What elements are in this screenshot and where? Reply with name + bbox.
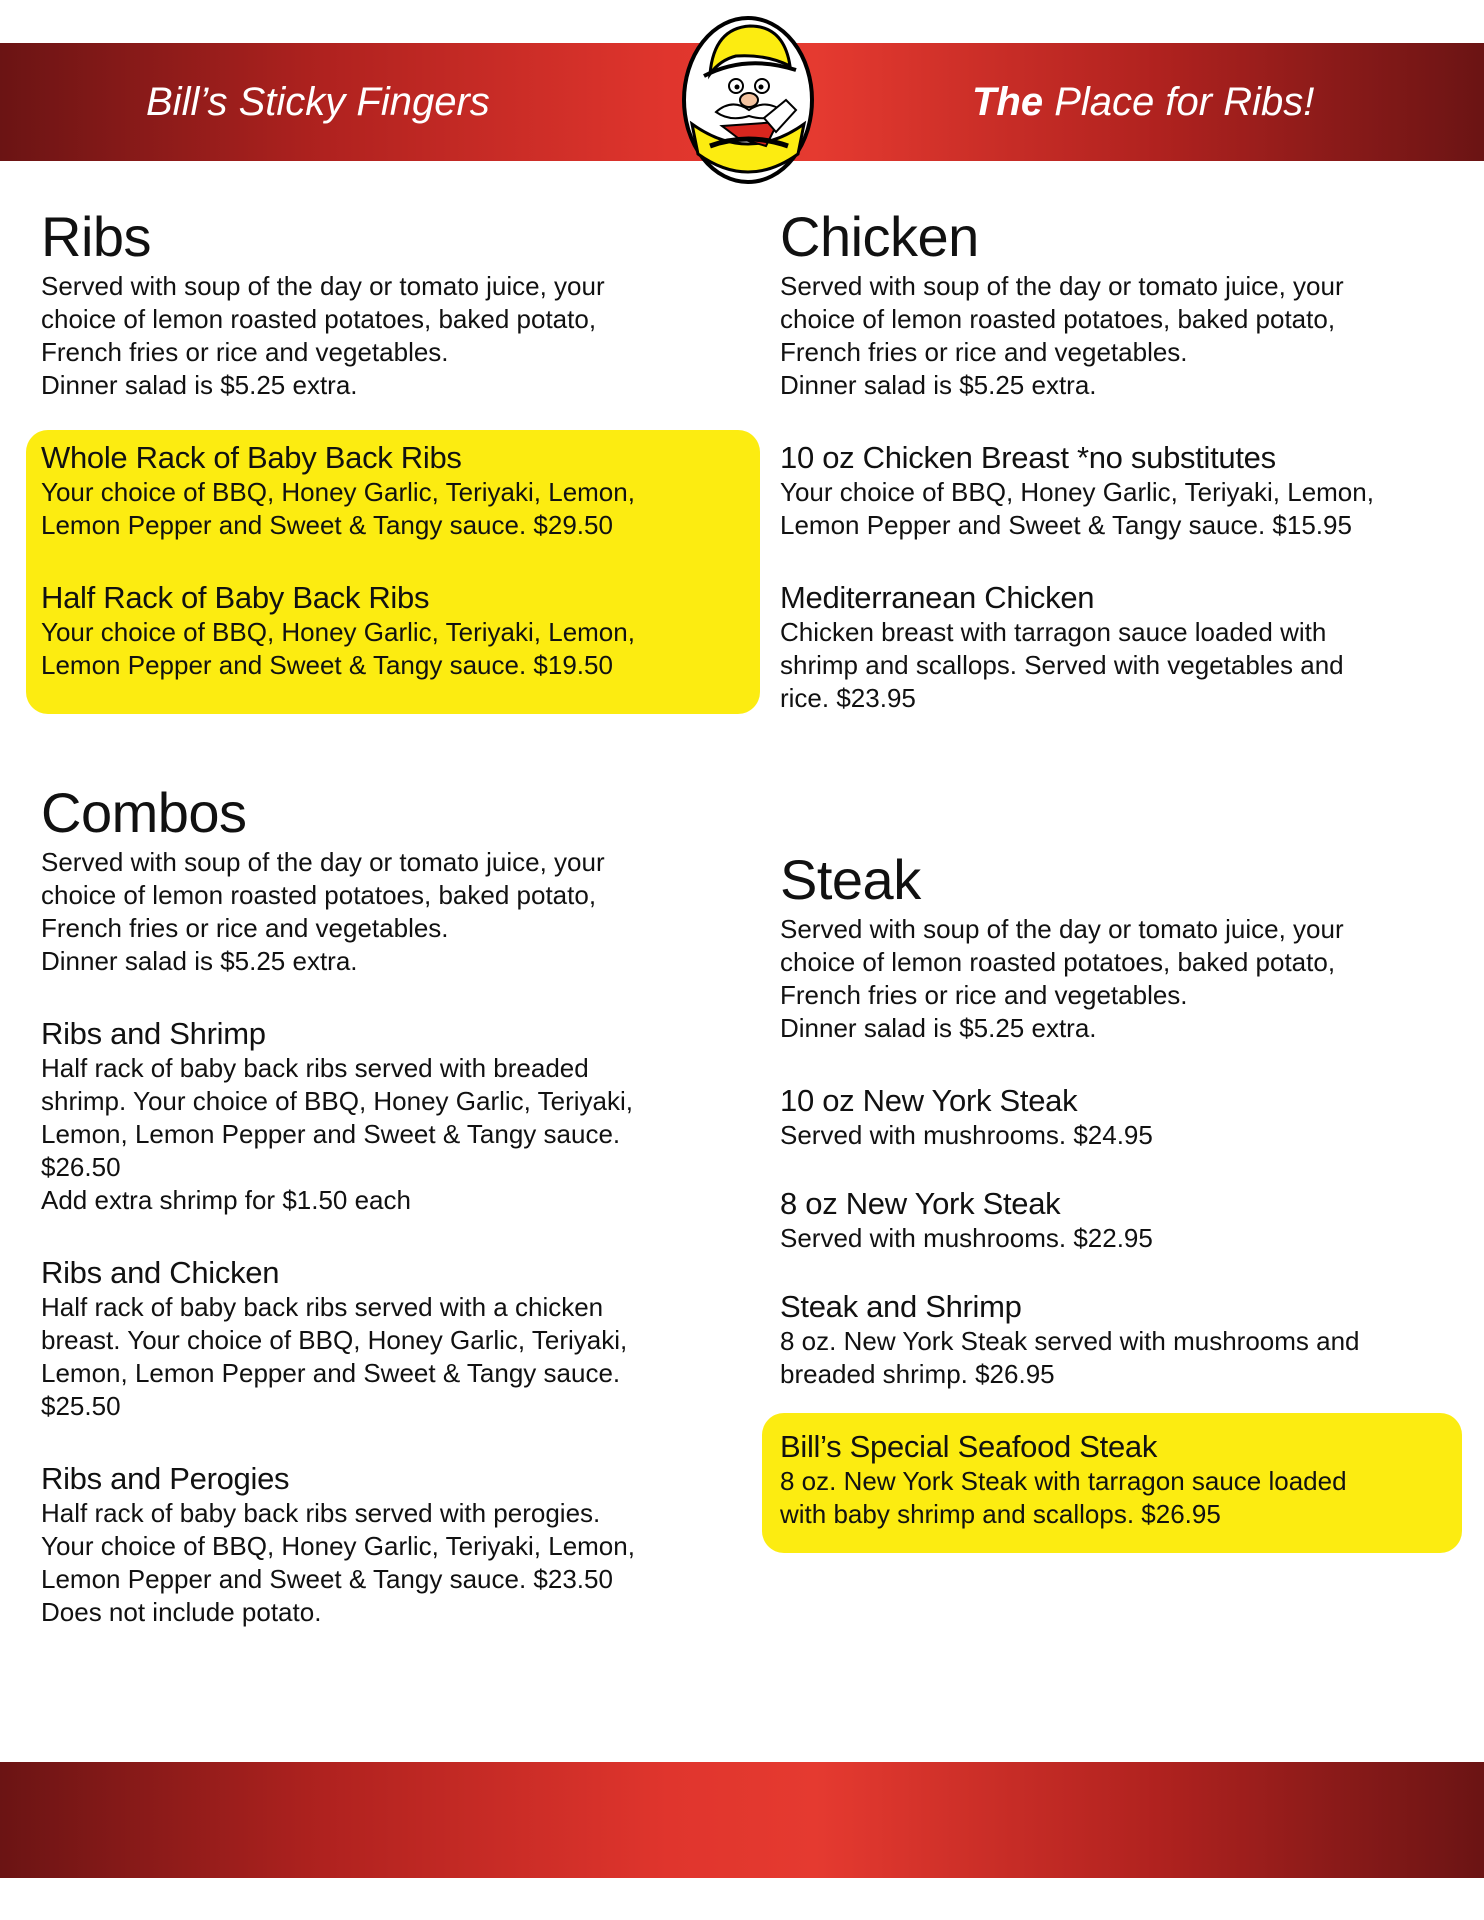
section-description: Served with soup of the day or tomato juice, your choice of lemon roasted potatoes, baked potato, French fries or rice and vegetables. Dinner salad is $5.25 extra. xyxy=(41,847,605,976)
section-title: Steak xyxy=(780,848,921,911)
menu-item xyxy=(780,580,1480,715)
section-title: Ribs xyxy=(41,205,152,268)
menu-item xyxy=(41,1016,741,1217)
section-description: Served with soup of the day or tomato juice, your choice of lemon roasted potatoes, baked potato, French fries or rice and vegetables. Dinner salad is $5.25 extra. xyxy=(780,271,1344,400)
section-title: Combos xyxy=(41,781,247,844)
item-name: 10 oz Chicken Breast *no substitutes xyxy=(780,440,1276,475)
section-chicken xyxy=(780,204,1480,715)
mascot-logo xyxy=(680,14,816,186)
item-name: Half Rack of Baby Back Ribs xyxy=(41,580,430,615)
section-description: Served with soup of the day or tomato juice, your choice of lemon roasted potatoes, baked potato, French fries or rice and vegetables. Dinner salad is $5.25 extra. xyxy=(41,271,605,400)
item-name: Mediterranean Chicken xyxy=(780,580,1095,615)
item-name: 8 oz New York Steak xyxy=(780,1186,1061,1221)
item-description: Served with mushrooms. $22.95 xyxy=(780,1223,1153,1253)
item-description: Half rack of baby back ribs served with a chicken breast. Your choice of BBQ, Honey Garlic, Teriyaki, Lemon, Lemon Pepper and Sweet & Tangy sauce. $25.50 xyxy=(41,1292,628,1421)
footer-band xyxy=(0,1762,1484,1878)
menu-item xyxy=(41,580,741,682)
item-description: Your choice of BBQ, Honey Garlic, Teriyaki, Lemon, Lemon Pepper and Sweet & Tangy sauce. $19.50 xyxy=(41,617,635,680)
menu-item xyxy=(41,1255,741,1423)
item-description: Served with mushrooms. $24.95 xyxy=(780,1120,1153,1150)
menu-item xyxy=(780,440,1480,542)
item-description: 8 oz. New York Steak with tarragon sauce loaded with baby shrimp and scallops. $26.95 xyxy=(780,1466,1347,1529)
item-name: Bill’s Special Seafood Steak xyxy=(780,1429,1158,1464)
tagline-rest: Place for Ribs! xyxy=(1043,80,1315,124)
menu-item xyxy=(780,1289,1480,1391)
section-title: Chicken xyxy=(780,205,979,268)
menu-item xyxy=(780,1083,1480,1152)
item-description: Chicken breast with tarragon sauce loaded with shrimp and scallops. Served with vegetables and rice. $23.95 xyxy=(780,617,1344,713)
menu-item xyxy=(780,1429,1480,1531)
menu-item xyxy=(41,440,741,542)
menu-item xyxy=(41,1461,741,1629)
tagline-emphasis: The xyxy=(972,80,1044,124)
section-steak xyxy=(780,847,1480,1531)
item-description: Your choice of BBQ, Honey Garlic, Teriyaki, Lemon, Lemon Pepper and Sweet & Tangy sauce. $29.50 xyxy=(41,477,635,540)
item-name: Ribs and Chicken xyxy=(41,1255,280,1290)
item-name: 10 oz New York Steak xyxy=(780,1083,1078,1118)
section-ribs xyxy=(41,204,741,682)
item-name: Whole Rack of Baby Back Ribs xyxy=(41,440,462,475)
menu-item xyxy=(780,1186,1480,1255)
item-name: Steak and Shrimp xyxy=(780,1289,1022,1324)
item-name: Ribs and Shrimp xyxy=(41,1016,266,1051)
item-description: Your choice of BBQ, Honey Garlic, Teriyaki, Lemon, Lemon Pepper and Sweet & Tangy sauce. $15.95 xyxy=(780,477,1374,540)
restaurant-name: Bill’s Sticky Fingers xyxy=(146,80,490,124)
item-description: Half rack of baby back ribs served with breaded shrimp. Your choice of BBQ, Honey Garlic, Teriyaki, Lemon, Lemon Pepper and Sweet & Tangy sauce. $26.50 Add extra shrimp for $1.50 each xyxy=(41,1053,633,1215)
section-combos xyxy=(41,780,741,1629)
tagline xyxy=(972,43,1314,161)
item-description: 8 oz. New York Steak served with mushrooms and breaded shrimp. $26.95 xyxy=(780,1326,1360,1389)
item-description: Half rack of baby back ribs served with perogies. Your choice of BBQ, Honey Garlic, Teriyaki, Lemon, Lemon Pepper and Sweet & Tangy sauce. $23.50 Does not include potato. xyxy=(41,1498,635,1627)
section-description: Served with soup of the day or tomato juice, your choice of lemon roasted potatoes, baked potato, French fries or rice and vegetables. Dinner salad is $5.25 extra. xyxy=(780,914,1344,1043)
item-name: Ribs and Perogies xyxy=(41,1461,290,1496)
